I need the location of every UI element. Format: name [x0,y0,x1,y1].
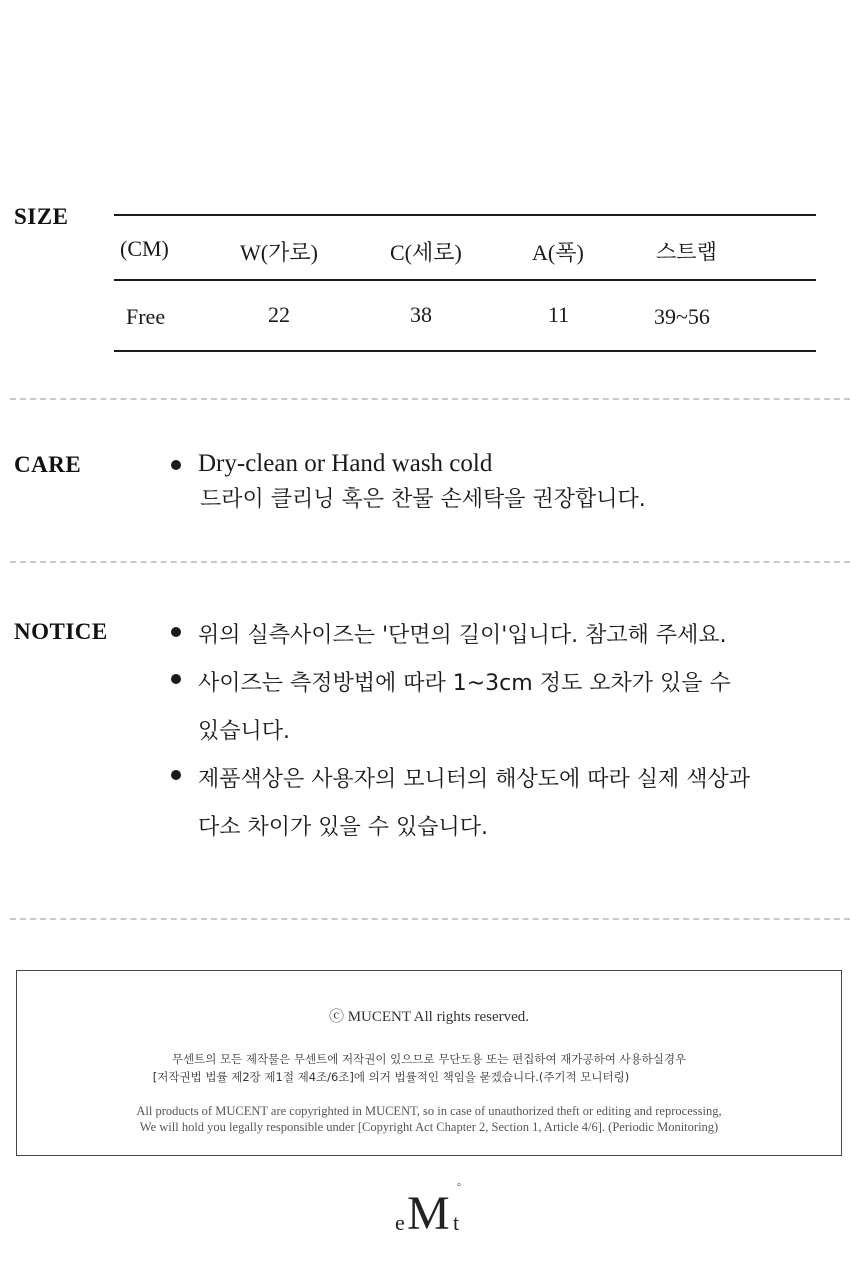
brand-logo [395,1184,475,1244]
header-strap: 스트랩 [656,240,717,264]
header-width: W(가로) [240,240,318,265]
notice-item-3-line-2: 다소 차이가 있을 수 있습니다. [198,815,488,840]
logo-letter-e: e [395,1210,405,1235]
bullet-icon [171,770,181,780]
row-strap: 39~56 [654,304,710,329]
header-cm: (CM) [120,236,169,261]
row-height: 38 [410,302,432,327]
row-width: 22 [268,302,290,327]
copyright-kr-line-1: 무센트의 모든 제작물은 무센트에 저작권이 있으므로 무단도용 또는 편집하여 재가공하여 사용하실경우 [171,1052,687,1066]
bullet-icon [171,460,181,470]
size-heading: SIZE [14,204,69,229]
copyright-kr-line-2: [저작권법 법률 제2장 제1절 제4조/6조]에 의거 법률적인 책임을 묻겠습니다.(주기적 모니터링) [152,1070,630,1084]
divider [10,561,850,563]
logo-letter-t: t [453,1210,460,1235]
notice-item-2-line-2: 있습니다. [198,719,291,744]
notice-item-2-line-1: 사이즈는 측정방법에 따라 1~3cm 정도 오차가 있을 수 [198,671,731,696]
divider [10,918,850,920]
header-height: C(세로) [390,240,462,265]
table-bottom-rule [114,350,816,352]
notice-heading: NOTICE [14,619,108,644]
logo-mark: ° [457,1182,461,1193]
header-depth: A(폭) [532,240,584,265]
notice-item-1: 위의 실측사이즈는 '단면의 길이'입니다. 참고해 주세요. [198,623,727,648]
row-size: Free [126,304,166,329]
notice-item-3-line-1: 제품색상은 사용자의 모니터의 해상도에 따라 실제 색상과 [198,767,751,792]
copyright-box [16,970,842,1156]
care-text-kr: 드라이 클리닝 혹은 찬물 손세탁을 권장합니다. [200,487,646,512]
copyright-en-line-1: All products of MUCENT are copyrighted in MUCENT, so in case of unauthorized theft or editing and reprocessing, [136,1104,722,1118]
care-text-en: Dry-clean or Hand wash cold [198,450,493,477]
table-mid-rule [114,279,816,281]
copyright-en-line-2: We will hold you legally responsible under [Copyright Act Chapter 2, Section 1, Article 4/6]. (Periodic Monitoring) [139,1120,719,1134]
care-heading: CARE [14,452,82,477]
table-top-rule [114,214,816,216]
copyright-title: ⓒ MUCENT All rights reserved. [328,1009,530,1025]
bullet-icon [171,627,181,637]
bullet-icon [171,674,181,684]
divider [10,398,850,400]
row-depth: 11 [548,302,570,327]
logo-letter-m: M [407,1187,450,1240]
